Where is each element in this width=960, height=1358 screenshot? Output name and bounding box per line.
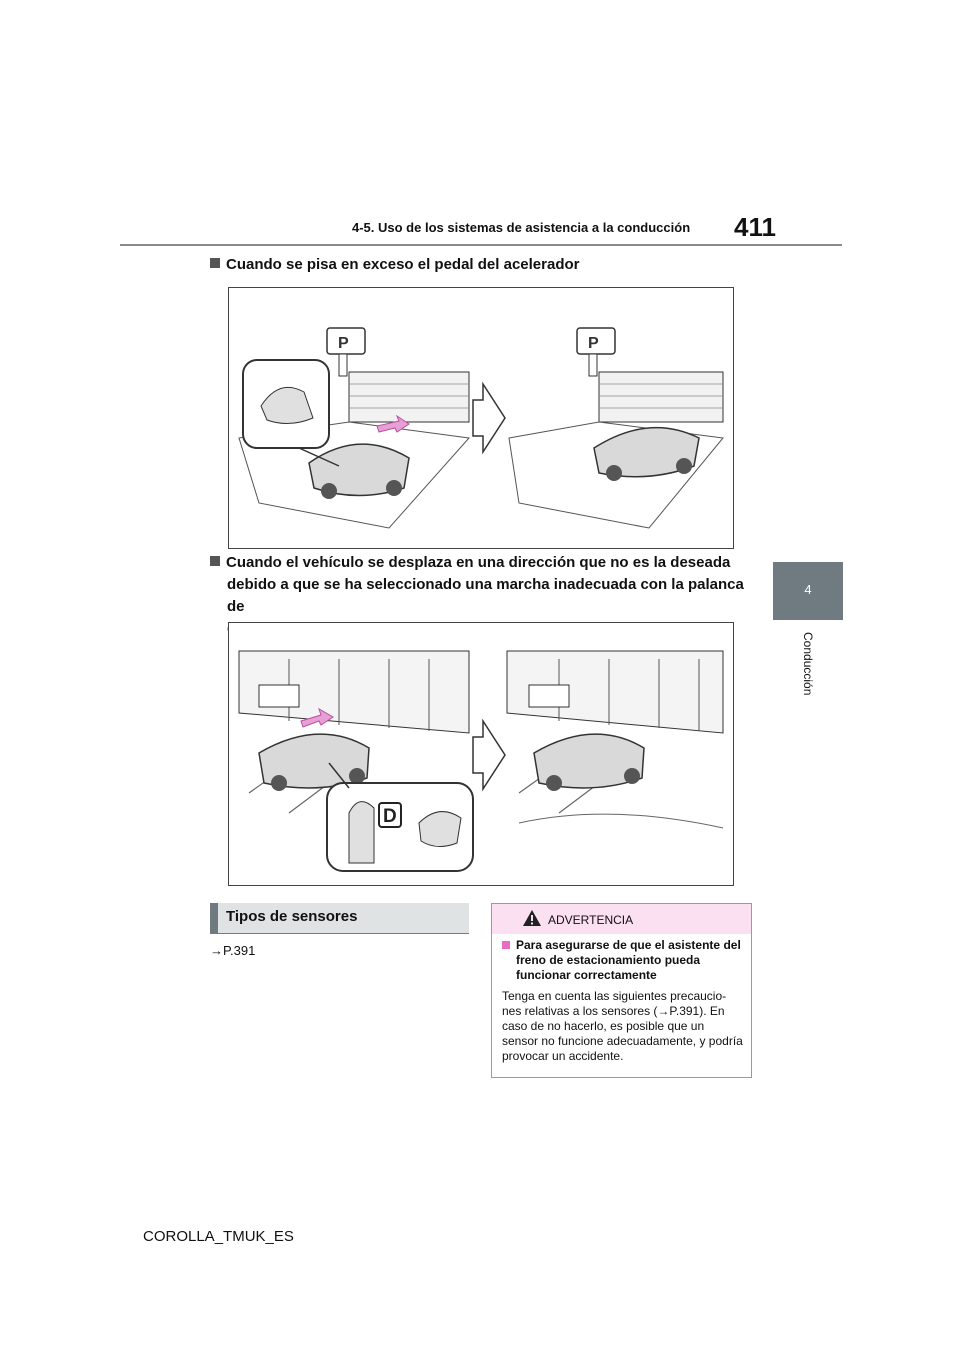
footer-document-code: COROLLA_TMUK_ES [143, 1228, 294, 1245]
warning-box [491, 903, 752, 1078]
header-title: 4-5. Uso de los sistemas de asistencia a la conducción [352, 220, 691, 235]
chapter-label [779, 632, 837, 704]
header-divider [120, 244, 842, 246]
section-heading-accelerator: Cuando se pisa en exceso el pedal del acelerador [210, 254, 579, 276]
sensor-heading-rule [210, 933, 469, 934]
warning-text: Tenga en cuenta las siguientes precaucio-nes relativas a los sensores (→P.391). En caso de no hacerlo, es posible que un sensor no funcione adecuadamente, y podría provocar un accidente. [502, 989, 743, 1063]
heading-accent-bar [210, 903, 218, 933]
warning-body [492, 934, 751, 1064]
page-number: 411 [734, 212, 776, 242]
sensor-types-heading [210, 903, 469, 933]
chapter-tab[interactable] [773, 562, 843, 620]
page-reference-link[interactable]: →P.391 [210, 943, 256, 958]
svg-text:P: P [588, 335, 599, 352]
chapter-label-text: Conducción [801, 632, 815, 696]
square-bullet-icon [210, 258, 220, 268]
warning-header [492, 904, 751, 934]
store-front-illustration [229, 623, 733, 885]
parking-lot-illustration [229, 288, 733, 548]
illustration-wrong-gear-store [228, 622, 734, 886]
gear-letter: D [383, 806, 397, 827]
svg-text:P: P [338, 335, 349, 352]
chapter-number: 4 [804, 582, 812, 597]
warning-title: ADVERTENCIA [548, 913, 634, 927]
section-heading-wrong-gear: Cuando el vehículo se desplaza en una dirección que no es la deseada debido a que se ha seleccionado una marcha inadecuada con la palanca de [210, 552, 750, 640]
square-bullet-icon [210, 556, 220, 566]
illustration-accelerator-parking [228, 287, 734, 549]
warning-triangle-icon [522, 909, 542, 927]
warning-subheading: Para asegurarse de que el asistente del freno de estacionamiento pueda funcionar correctamente [502, 938, 743, 983]
pink-square-bullet-icon [502, 941, 510, 949]
sensor-types-label: Tipos de sensores [226, 908, 358, 925]
